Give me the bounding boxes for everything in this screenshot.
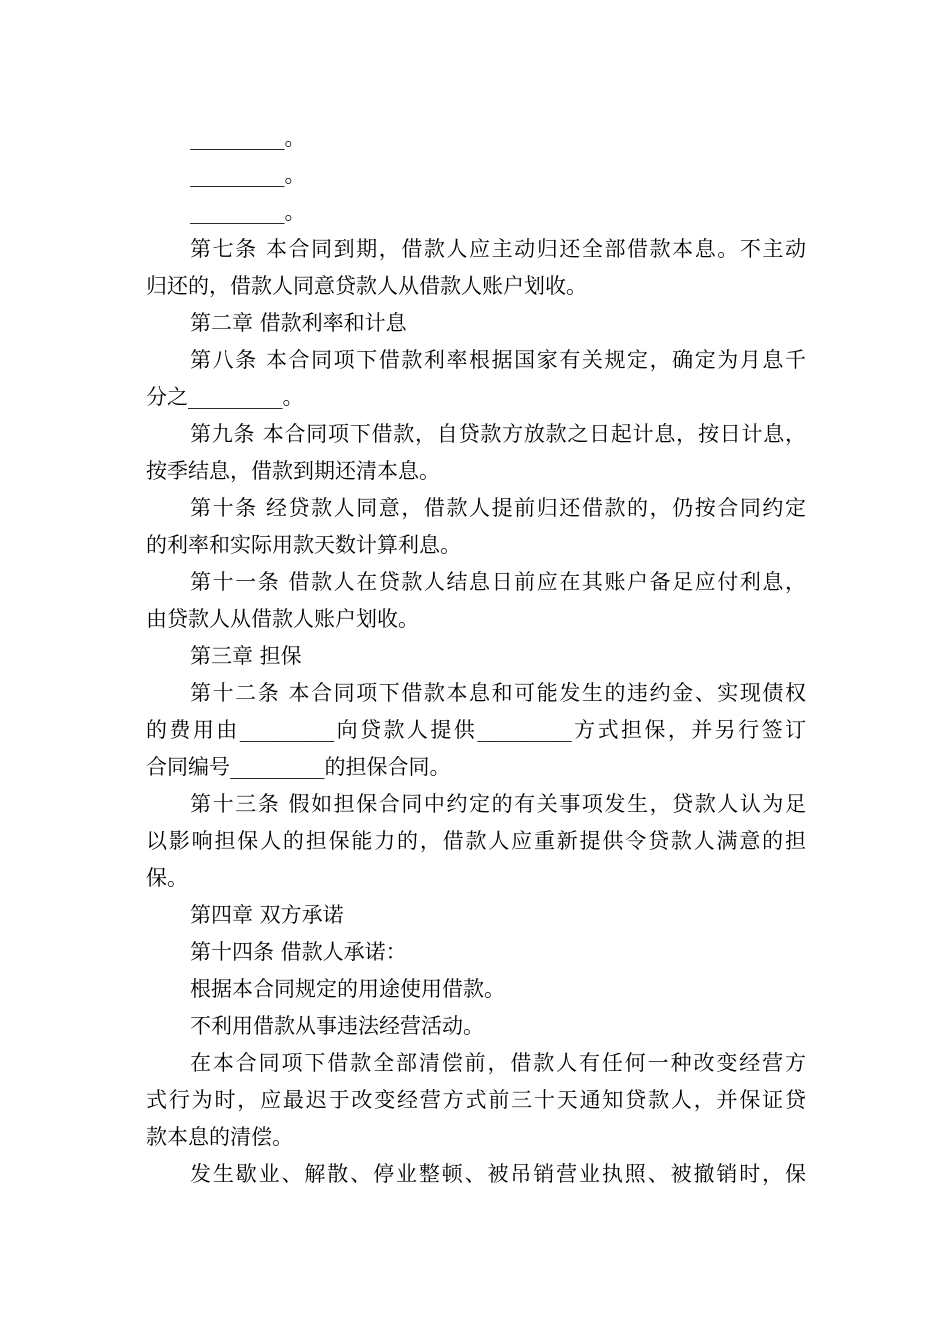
text-line: 第十四条 借款人承诺： <box>190 940 407 964</box>
text-line: 第二章 借款利率和计息 <box>190 311 407 335</box>
text-line: 款本息的清偿。 <box>146 1125 293 1149</box>
text-line: _________。 <box>190 163 306 187</box>
text-line: _________。 <box>190 126 306 150</box>
text-line: 在本合同项下借款全部清偿前，借款人有任何一种改变经营方 <box>190 1051 806 1075</box>
text-line: 由贷款人从借款人账户划收。 <box>146 607 419 631</box>
text-line: 第十二条 本合同项下借款本息和可能发生的违约金、实现债权 <box>190 681 806 705</box>
text-line: 第十条 经贷款人同意，借款人提前归还借款的，仍按合同约定 <box>190 496 806 520</box>
text-line: 第十三条 假如担保合同中约定的有关事项发生，贷款人认为足 <box>190 792 806 816</box>
text-line: _________。 <box>190 200 306 224</box>
text-line: 第七条 本合同到期，借款人应主动归还全部借款本息。不主动 <box>190 237 806 261</box>
text-line: 第十一条 借款人在贷款人结息日前应在其账户备足应付利息， <box>190 570 806 594</box>
text-line: 的利率和实际用款天数计算利息。 <box>146 533 461 557</box>
text-line: 的费用由_________向贷款人提供_________方式担保，并另行签订 <box>146 718 806 742</box>
text-line: 不利用借款从事违法经营活动。 <box>190 1014 484 1038</box>
text-line: 按季结息，借款到期还清本息。 <box>146 459 440 483</box>
text-line: 式行为时，应最迟于改变经营方式前三十天通知贷款人，并保证贷 <box>146 1088 806 1112</box>
contract-page <box>146 120 806 1193</box>
text-line: 归还的，借款人同意贷款人从借款人账户划收。 <box>146 274 587 298</box>
text-line: 发生歇业、解散、停业整顿、被吊销营业执照、被撤销时，保 <box>190 1162 806 1186</box>
text-line: 第八条 本合同项下借款利率根据国家有关规定，确定为月息千 <box>190 348 806 372</box>
text-line: 第四章 双方承诺 <box>190 903 344 927</box>
text-line: 以影响担保人的担保能力的，借款人应重新提供令贷款人满意的担 <box>146 829 806 853</box>
text-line: 第三章 担保 <box>190 644 302 668</box>
text-line: 根据本合同规定的用途使用借款。 <box>190 977 505 1001</box>
text-line: 分之_________。 <box>146 385 304 409</box>
text-line: 第九条 本合同项下借款，自贷款方放款之日起计息，按日计息， <box>190 422 806 446</box>
text-line: 保。 <box>146 866 188 890</box>
text-line: 合同编号_________的担保合同。 <box>146 755 451 779</box>
